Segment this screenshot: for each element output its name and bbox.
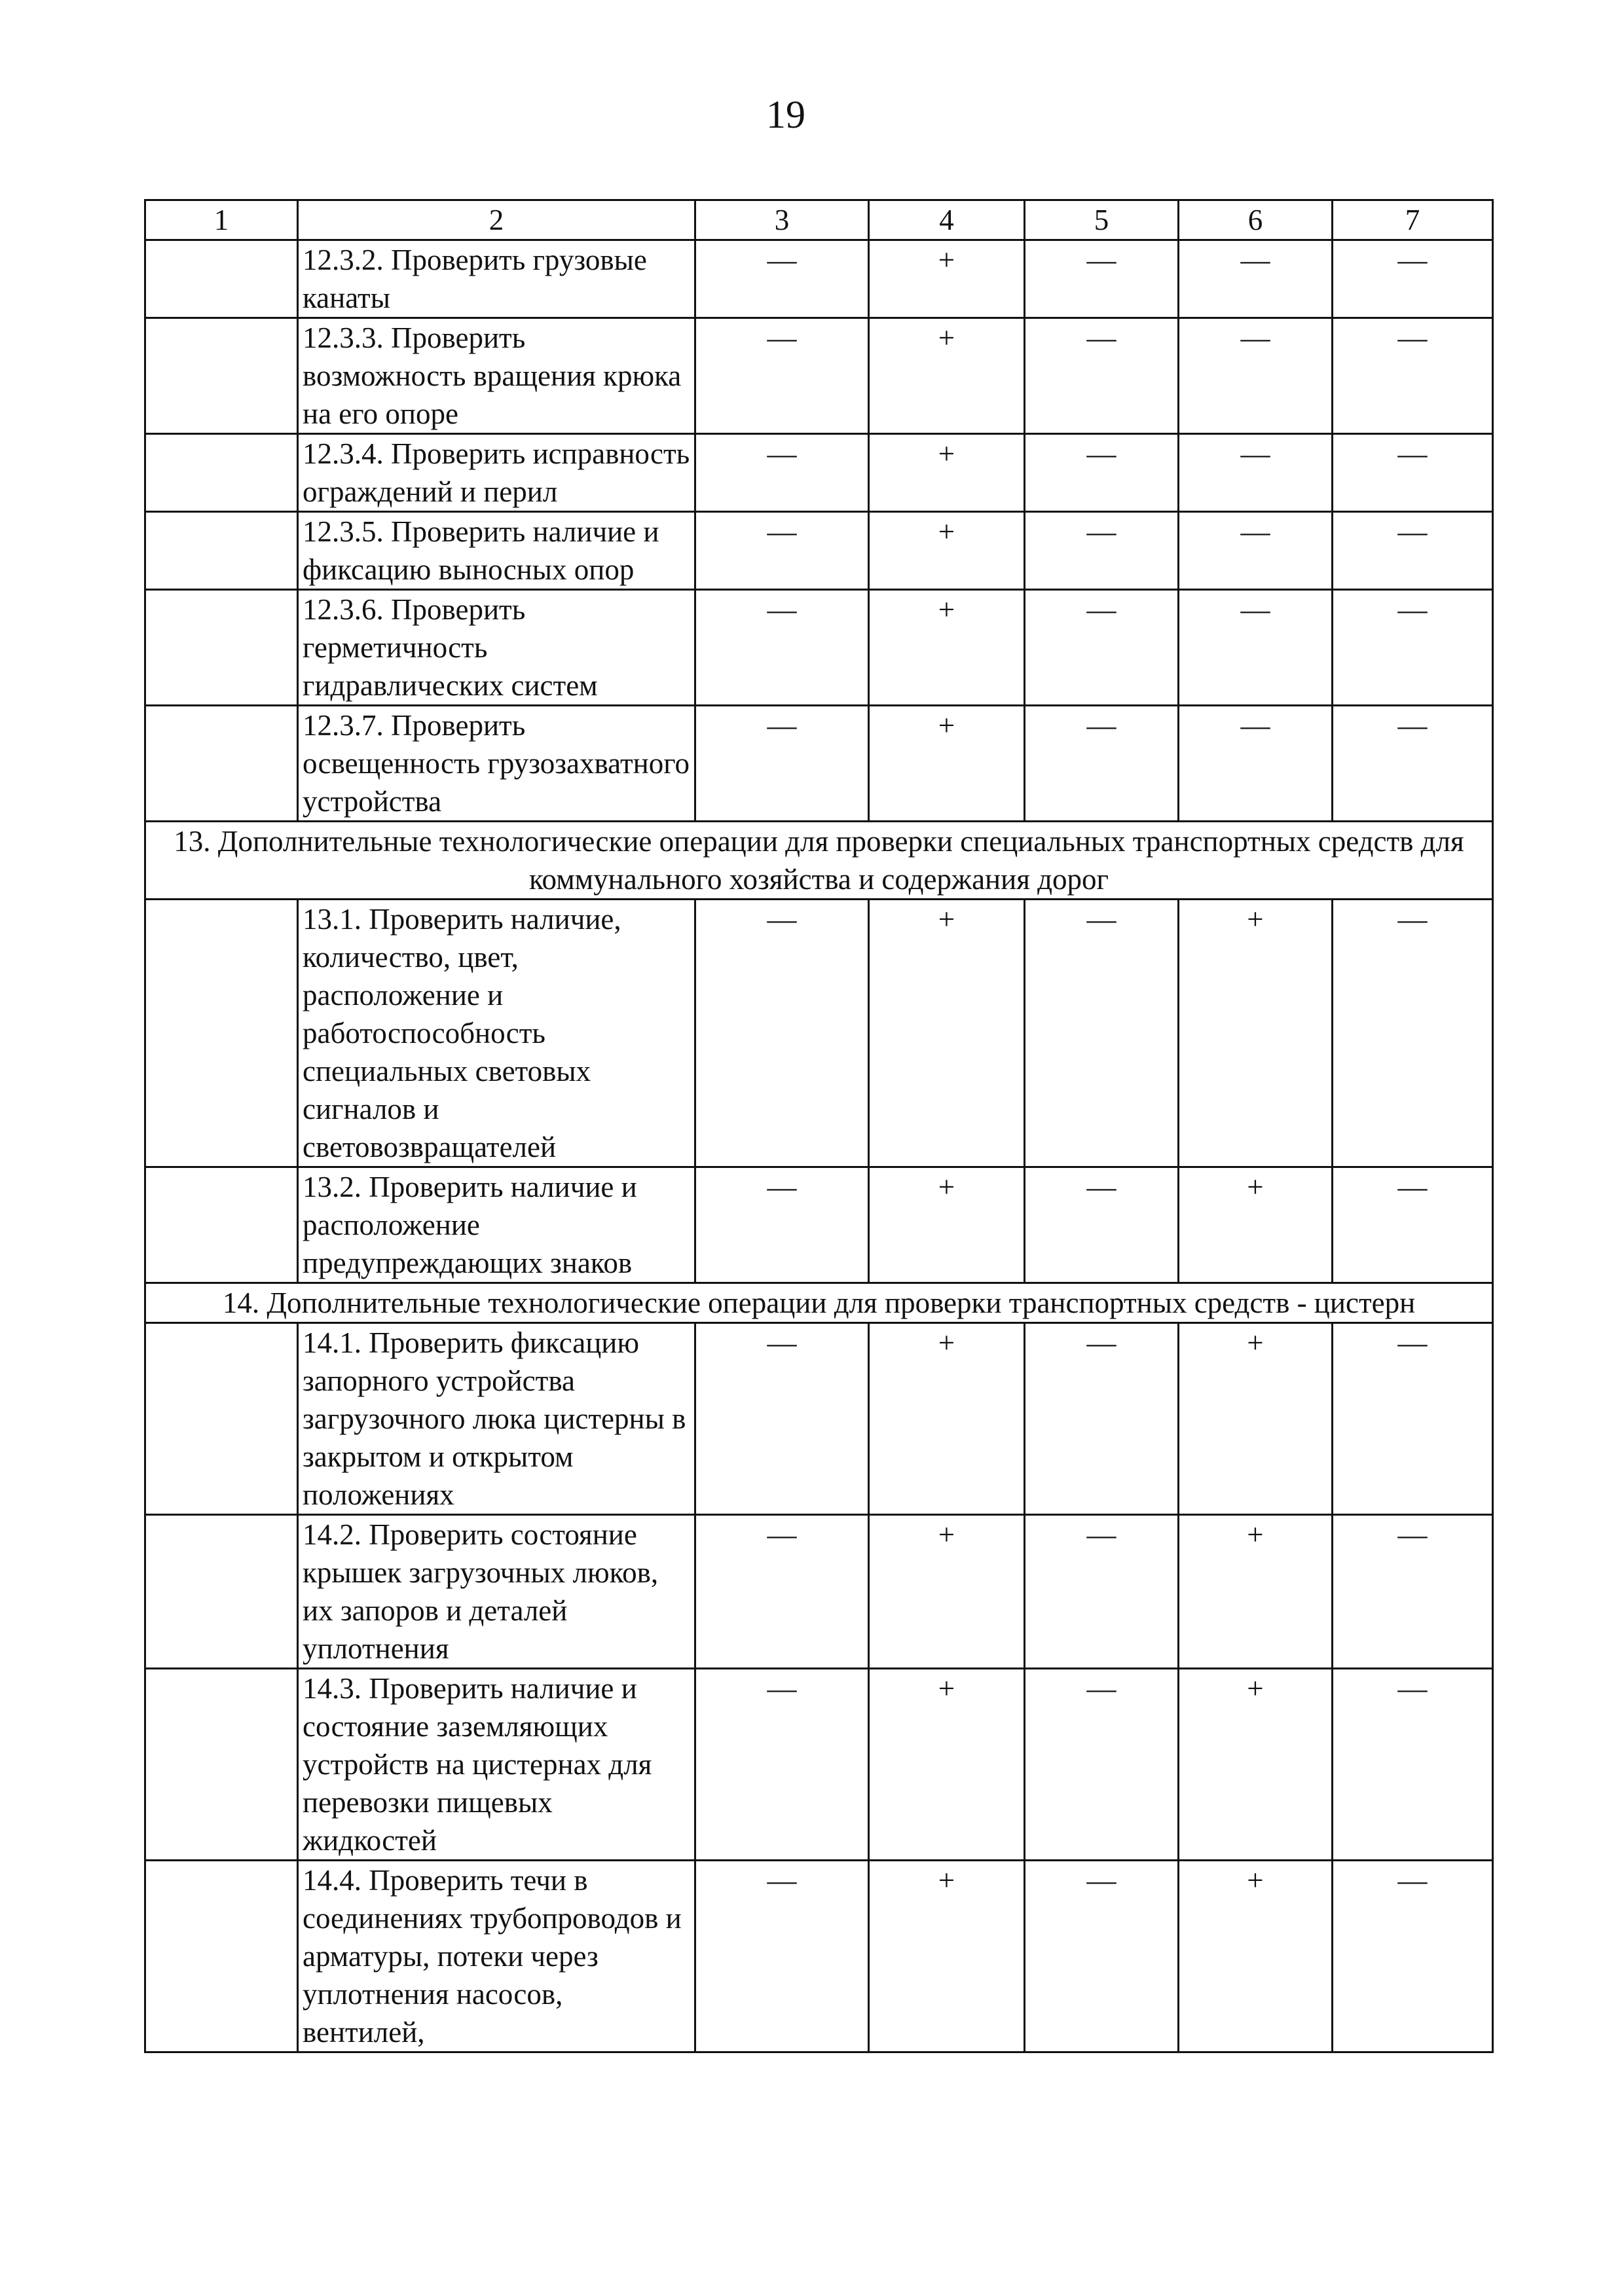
row-number-cell (145, 590, 298, 706)
table-row (145, 900, 1493, 1167)
operation-text: 12.3.7. Проверить освещенность грузозахватного устройства (298, 706, 695, 822)
mark-cell-col-5: — (1025, 434, 1179, 512)
row-number-cell (145, 1669, 298, 1861)
table-row (145, 318, 1493, 434)
mark-cell-col-5: — (1025, 512, 1179, 590)
operation-text: 12.3.4. Проверить исправность ограждений и перил (298, 434, 695, 512)
column-header-1: 1 (145, 200, 298, 240)
section-row (145, 822, 1493, 900)
row-number-cell (145, 240, 298, 318)
section-title: 14. Дополнительные технологические операции для проверки транспортных средств - цистерн (145, 1283, 1493, 1323)
table-row (145, 1515, 1493, 1669)
inspection-table (144, 199, 1494, 2053)
mark-cell-col-6: + (1179, 1669, 1333, 1861)
mark-cell-col-3: — (695, 590, 869, 706)
row-number-cell (145, 1515, 298, 1669)
mark-cell-col-5: — (1025, 1669, 1179, 1861)
operation-text: 13.2. Проверить наличие и расположение предупреждающих знаков (298, 1167, 695, 1283)
column-header-2: 2 (298, 200, 695, 240)
mark-cell-col-3: — (695, 1861, 869, 2052)
column-header-4: 4 (869, 200, 1025, 240)
mark-cell-col-4: + (869, 590, 1025, 706)
mark-cell-col-6: — (1179, 706, 1333, 822)
mark-cell-col-7: — (1333, 318, 1493, 434)
table-row (145, 1323, 1493, 1515)
mark-cell-col-6: — (1179, 434, 1333, 512)
table-row (145, 590, 1493, 706)
mark-cell-col-7: — (1333, 1167, 1493, 1283)
mark-cell-col-5: — (1025, 706, 1179, 822)
mark-cell-col-7: — (1333, 240, 1493, 318)
column-header-5: 5 (1025, 200, 1179, 240)
mark-cell-col-6: + (1179, 1323, 1333, 1515)
mark-cell-col-4: + (869, 1167, 1025, 1283)
mark-cell-col-3: — (695, 512, 869, 590)
table-row (145, 1669, 1493, 1861)
mark-cell-col-4: + (869, 434, 1025, 512)
mark-cell-col-4: + (869, 1323, 1025, 1515)
section-title: 13. Дополнительные технологические операции для проверки специальных транспортных средств для коммунального хозяйства и содержания дорог (145, 822, 1493, 900)
mark-cell-col-7: — (1333, 590, 1493, 706)
mark-cell-col-7: — (1333, 900, 1493, 1167)
section-row (145, 1283, 1493, 1323)
mark-cell-col-7: — (1333, 1515, 1493, 1669)
operation-text: 12.3.3. Проверить возможность вращения крюка на его опоре (298, 318, 695, 434)
mark-cell-col-5: — (1025, 1861, 1179, 2052)
mark-cell-col-3: — (695, 900, 869, 1167)
mark-cell-col-4: + (869, 1861, 1025, 2052)
column-header-7: 7 (1333, 200, 1493, 240)
operation-text: 13.1. Проверить наличие, количество, цвет, расположение и работоспособность специальных световых сигналов и световозвращателей (298, 900, 695, 1167)
mark-cell-col-5: — (1025, 240, 1179, 318)
operation-text: 12.3.5. Проверить наличие и фиксацию выносных опор (298, 512, 695, 590)
mark-cell-col-3: — (695, 434, 869, 512)
operation-text: 12.3.2. Проверить грузовые канаты (298, 240, 695, 318)
mark-cell-col-7: — (1333, 1669, 1493, 1861)
mark-cell-col-4: + (869, 1515, 1025, 1669)
mark-cell-col-6: + (1179, 1515, 1333, 1669)
operation-text: 14.3. Проверить наличие и состояние заземляющих устройств на цистернах для перевозки пищевых жидкостей (298, 1669, 695, 1861)
column-header-3: 3 (695, 200, 869, 240)
operation-text: 12.3.6. Проверить герметичность гидравлических систем (298, 590, 695, 706)
mark-cell-col-6: — (1179, 590, 1333, 706)
mark-cell-col-5: — (1025, 1515, 1179, 1669)
mark-cell-col-5: — (1025, 1323, 1179, 1515)
mark-cell-col-4: + (869, 900, 1025, 1167)
mark-cell-col-4: + (869, 512, 1025, 590)
table-row (145, 512, 1493, 590)
row-number-cell (145, 434, 298, 512)
mark-cell-col-3: — (695, 1669, 869, 1861)
mark-cell-col-7: — (1333, 1861, 1493, 2052)
row-number-cell (145, 1167, 298, 1283)
row-number-cell (145, 900, 298, 1167)
row-number-cell (145, 706, 298, 822)
mark-cell-col-6: — (1179, 240, 1333, 318)
operation-text: 14.2. Проверить состояние крышек загрузочных люков, их запоров и деталей уплотнения (298, 1515, 695, 1669)
mark-cell-col-4: + (869, 1669, 1025, 1861)
table-header-row (145, 200, 1493, 240)
row-number-cell (145, 1323, 298, 1515)
mark-cell-col-7: — (1333, 434, 1493, 512)
table-row (145, 1861, 1493, 2052)
operation-text: 14.4. Проверить течи в соединениях трубопроводов и арматуры, потеки через уплотнения насосов, вентилей, (298, 1861, 695, 2052)
mark-cell-col-7: — (1333, 706, 1493, 822)
mark-cell-col-4: + (869, 240, 1025, 318)
mark-cell-col-3: — (695, 1167, 869, 1283)
mark-cell-col-5: — (1025, 318, 1179, 434)
operation-text: 14.1. Проверить фиксацию запорного устройства загрузочного люка цистерны в закрытом и открытом положениях (298, 1323, 695, 1515)
mark-cell-col-6: + (1179, 1167, 1333, 1283)
page-number: 19 (766, 93, 805, 136)
table-row (145, 434, 1493, 512)
table-row (145, 1167, 1493, 1283)
mark-cell-col-7: — (1333, 1323, 1493, 1515)
table-row (145, 240, 1493, 318)
mark-cell-col-6: — (1179, 512, 1333, 590)
mark-cell-col-6: + (1179, 900, 1333, 1167)
column-header-6: 6 (1179, 200, 1333, 240)
row-number-cell (145, 512, 298, 590)
mark-cell-col-6: + (1179, 1861, 1333, 2052)
mark-cell-col-5: — (1025, 1167, 1179, 1283)
mark-cell-col-3: — (695, 240, 869, 318)
row-number-cell (145, 1861, 298, 2052)
mark-cell-col-3: — (695, 318, 869, 434)
row-number-cell (145, 318, 298, 434)
mark-cell-col-5: — (1025, 900, 1179, 1167)
mark-cell-col-6: — (1179, 318, 1333, 434)
mark-cell-col-4: + (869, 318, 1025, 434)
mark-cell-col-3: — (695, 1323, 869, 1515)
mark-cell-col-3: — (695, 706, 869, 822)
mark-cell-col-7: — (1333, 512, 1493, 590)
mark-cell-col-4: + (869, 706, 1025, 822)
table-row (145, 706, 1493, 822)
mark-cell-col-5: — (1025, 590, 1179, 706)
mark-cell-col-3: — (695, 1515, 869, 1669)
